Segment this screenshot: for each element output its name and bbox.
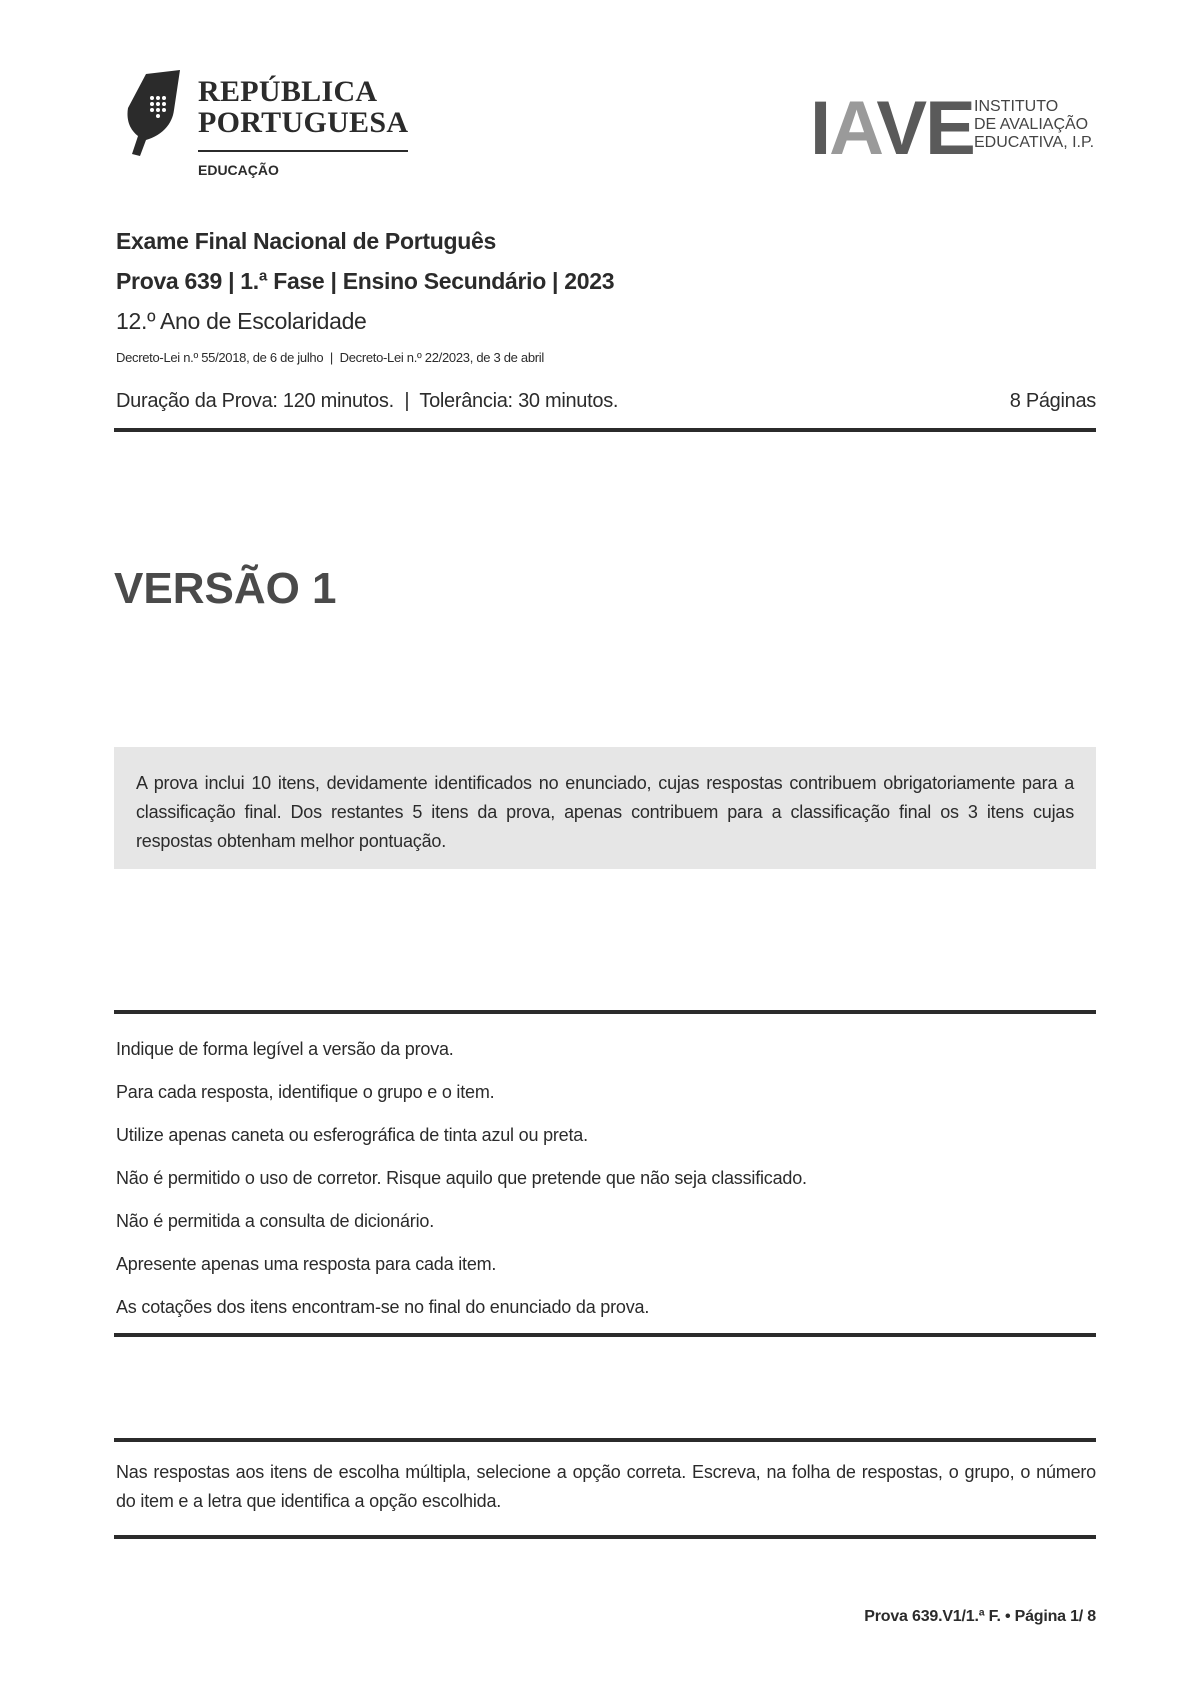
instructions-list [116, 1028, 1096, 1329]
iave-name: INSTITUTO DE AVALIAÇÃO EDUCATIVA, I.P. [974, 98, 1095, 151]
iave-acronym: IAVE [810, 86, 974, 171]
exam-grade: 12.º Ano de Escolaridade [116, 308, 367, 334]
logo-title [198, 76, 408, 138]
multiple-choice-note: Nas respostas aos itens de escolha múltipla, selecione a opção correta. Escreva, na folha de respostas, o grupo, o número do item e a letra que identifica a opção escolhida. [116, 1462, 1096, 1511]
instruction-item: As cotações dos itens encontram-se no final do enunciado da prova. [116, 1297, 650, 1317]
instruction-item: Apresente apenas uma resposta para cada item. [116, 1254, 497, 1274]
republica-emblem-icon [124, 70, 184, 156]
note-top-divider [114, 1438, 1096, 1442]
instruction-item: Para cada resposta, identifique o grupo e o item. [116, 1082, 495, 1102]
republica-portuguesa-logo [124, 70, 424, 190]
instruction-item: Utilize apenas caneta ou esferográfica de tinta azul ou preta. [116, 1125, 588, 1145]
page-footer: Prova 639.V1/1.ª F. • Página 1/ 8 [864, 1608, 1096, 1625]
instructions-top-divider [114, 1010, 1096, 1014]
header-divider [114, 428, 1096, 432]
info-box: A prova inclui 10 itens, devidamente identificados no enunciado, cujas respostas contribuem obrigatoriamente para a classificação final. Dos restantes 5 itens da prova, apenas contribuem para a classificação final os 3 itens cujas respostas obtenham melhor pontuação. [114, 747, 1096, 869]
exam-duration: Duração da Prova: 120 minutos. | Tolerância: 30 minutos. [116, 390, 619, 412]
exam-subtitle: Prova 639 | 1.ª Fase | Ensino Secundário | 2023 [116, 268, 615, 294]
instruction-item: Não é permitido o uso de corretor. Risque aquilo que pretende que não seja classificado. [116, 1168, 807, 1188]
version-label: VERSÃO 1 [114, 564, 337, 613]
iave-logo [810, 86, 1100, 171]
logo-subtitle: EDUCAÇÃO [198, 162, 279, 178]
instruction-item: Indique de forma legível a versão da prova. [116, 1039, 454, 1059]
exam-decree: Decreto-Lei n.º 55/2018, de 6 de julho | Decreto-Lei n.º 22/2023, de 3 de abril [116, 350, 544, 365]
instruction-item: Não é permitida a consulta de dicionário. [116, 1211, 434, 1231]
exam-page-count: 8 Páginas [1009, 390, 1096, 412]
logo-title-line2: PORTUGUESA [198, 106, 409, 139]
instructions-bottom-divider [114, 1333, 1096, 1337]
logo-divider [198, 150, 408, 152]
exam-title: Exame Final Nacional de Português [116, 228, 496, 254]
logo-title-line1: REPÚBLICA [198, 75, 378, 108]
note-bottom-divider [114, 1535, 1096, 1539]
